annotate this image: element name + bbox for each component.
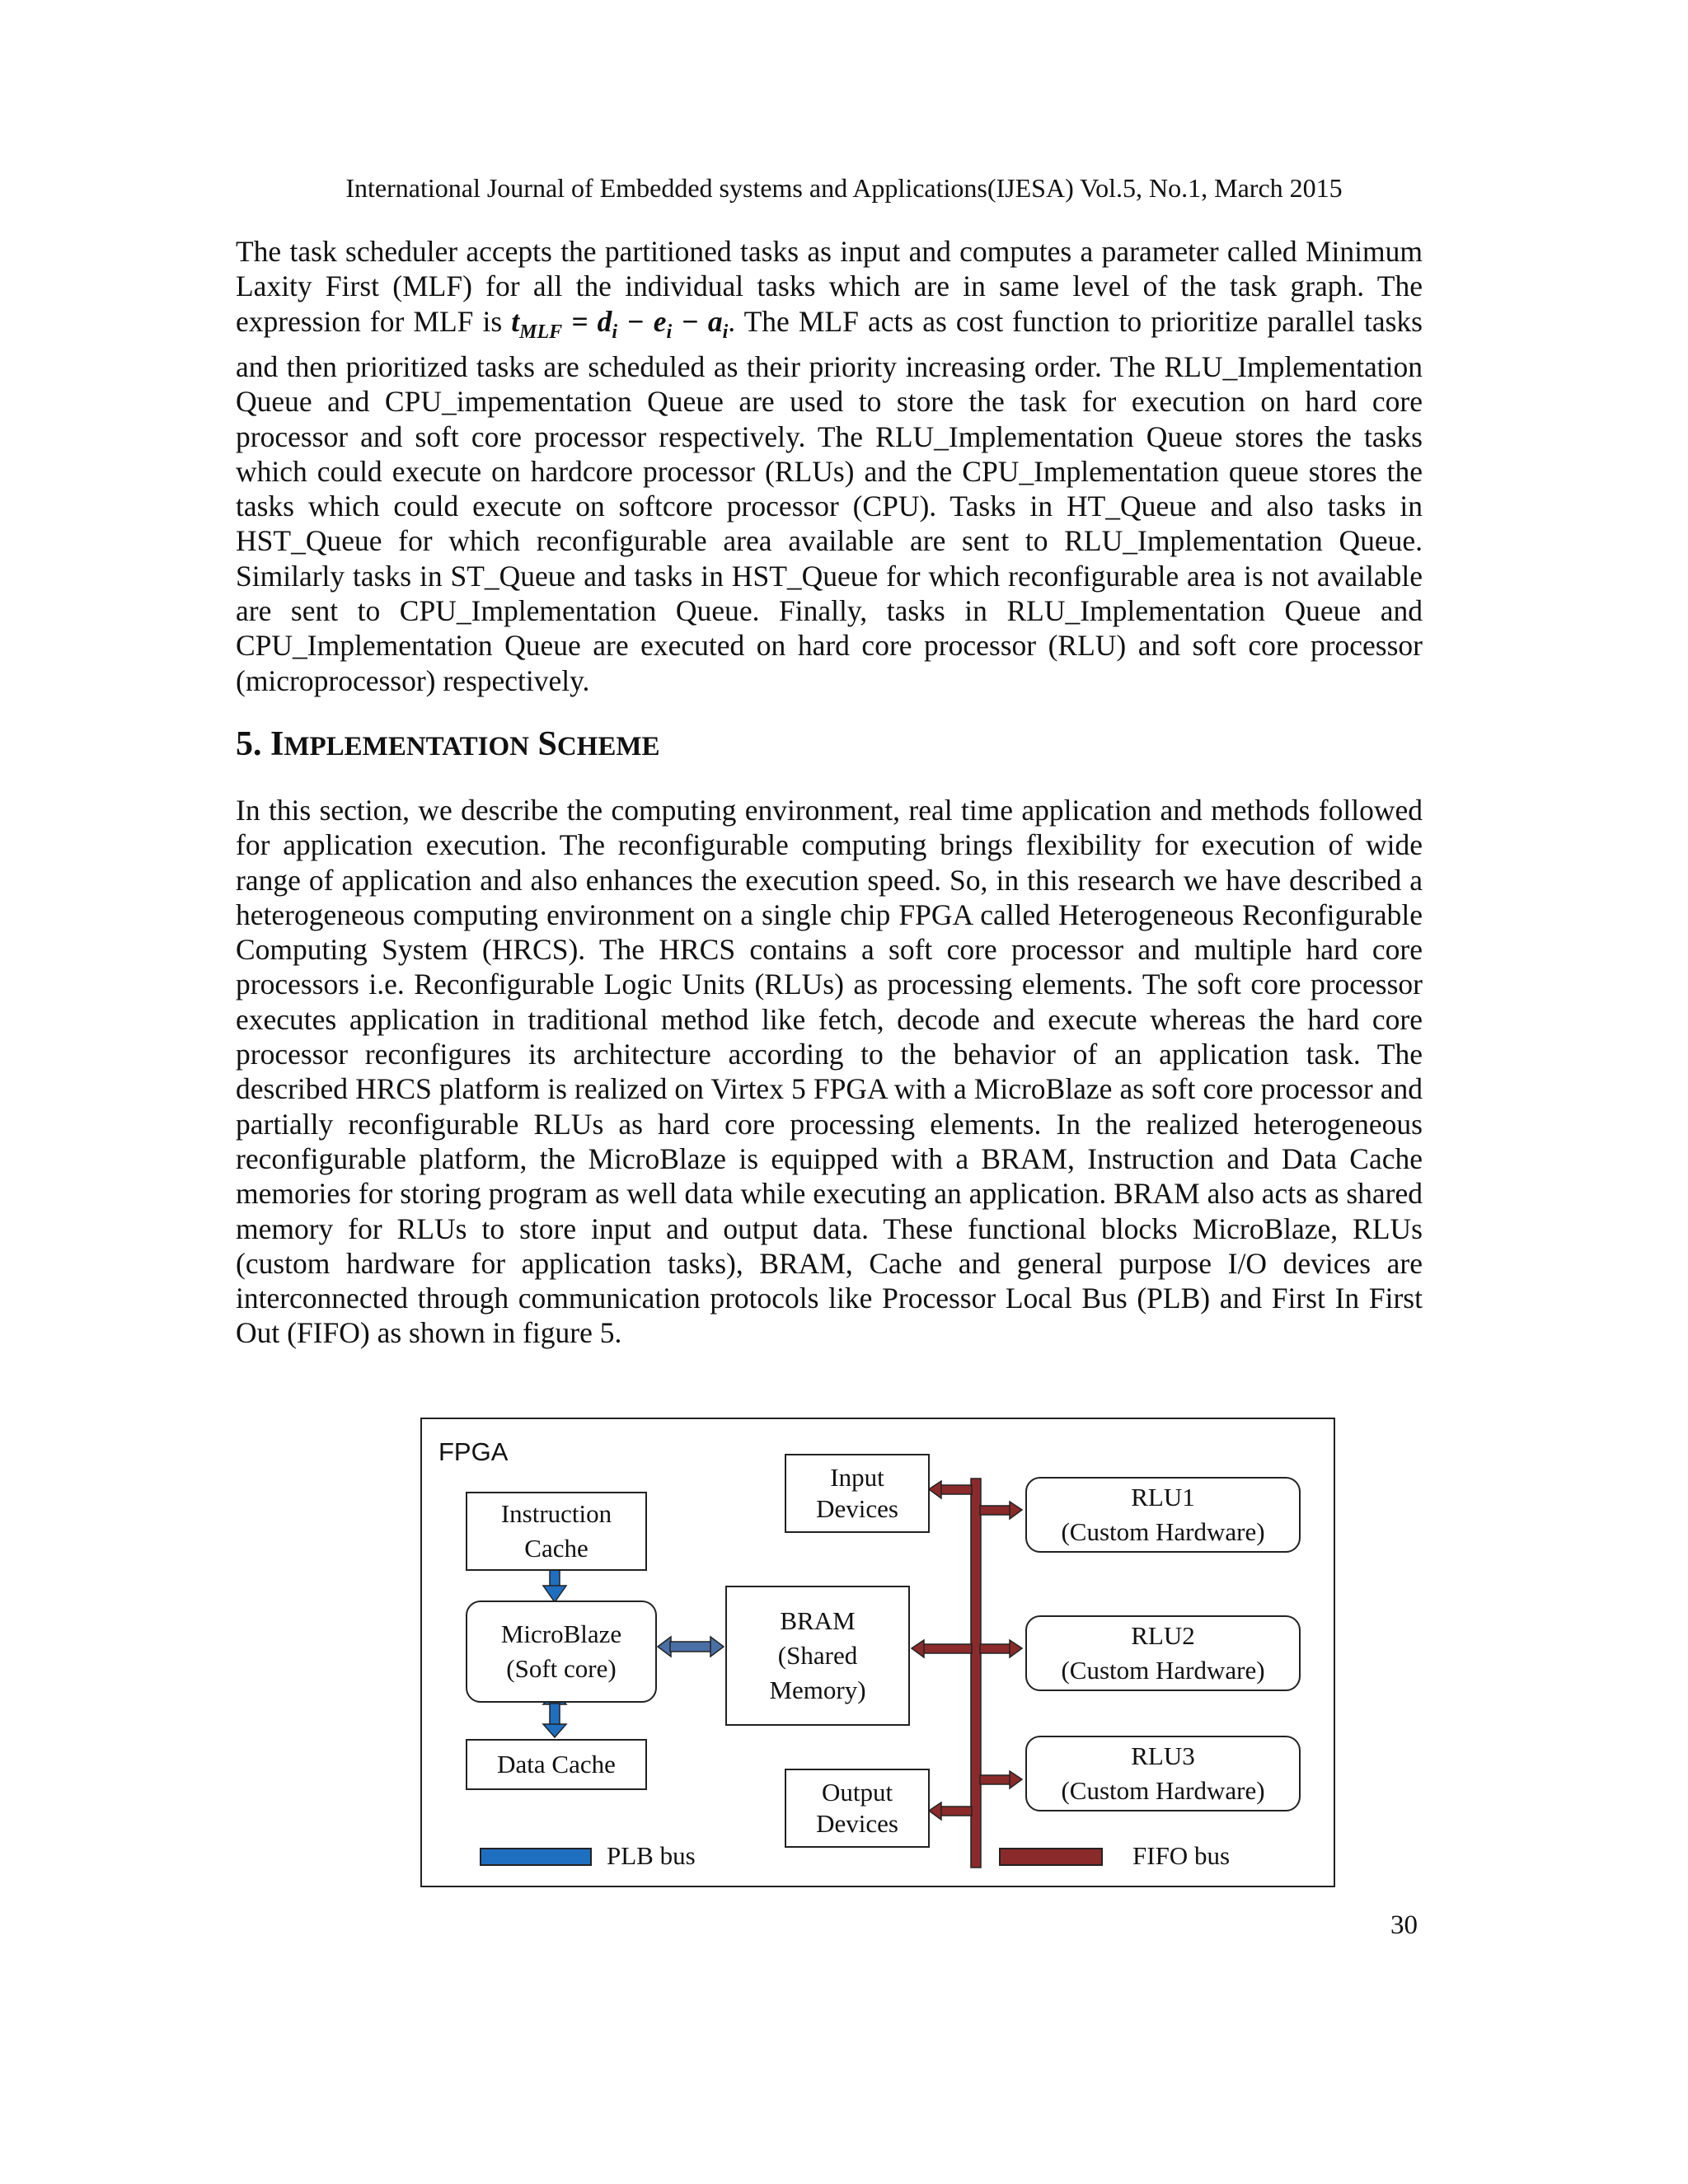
bram-block: BRAM (Shared Memory) (725, 1586, 910, 1726)
para1-text-before: The task scheduler accepts the partitioned tasks as input and computes a parameter called Minimum Laxity First (MLF) for all the individual tasks which are in same level of the task graph. The expression for MLF is (236, 235, 1423, 338)
output-devices-block: Output Devices (785, 1769, 930, 1848)
fifo-arrow-bram (912, 1640, 972, 1657)
paragraph-implementation: In this section, we describe the computing environment, real time application and methods followed for application execution. The reconfigurable computing brings flexibility for execution of wide range of application and also enhances the execution speed. So, in this research we have described a heterogeneous computing environment on a single chip FPGA called Heterogeneous Reconfigurable Computing System (HRCS). The HRCS contains a soft core processor and multiple hard core processors i.e. Reconfigurable Logic Units (RLUs) as processing elements. The soft core processor executes application in traditional method like fetch, decode and execute whereas the hard core processor reconfigures its architecture according to the behavior of an application task. The described HRCS platform is realized on Virtex 5 FPGA with a MicroBlaze as soft core processor and partially reconfigurable RLUs as hard core processing elements. In the realized heterogeneous reconfigurable platform, the MicroBlaze is equipped with a BRAM, Instruction and Data Cache memories for storing program as well data while executing an application. BRAM also acts as shared memory for RLUs to store input and output data. These functional blocks MicroBlaze, RLUs (custom hardware for application tasks), BRAM, Cache and general purpose I/O devices are interconnected through communication protocols like Processor Local Bus (PLB) and First In First Out (FIFO) as shown in figure 5. (236, 794, 1423, 1350)
plb-legend-label: PLB bus (607, 1841, 696, 1870)
microblaze-block: MicroBlaze (Soft core) (466, 1601, 657, 1703)
plb-legend-swatch (480, 1848, 592, 1866)
running-header: International Journal of Embedded systems and Applications(IJESA) Vol.5, No.1, March 2015 (345, 173, 1343, 203)
para1-text-after: . The MLF acts as cost function to prioritize parallel tasks and then prioritized tasks are scheduled as their priority increasing order. The RLU_Implementation Queue and CPU_impementation Queue are used to store the task for execution on hard core processor and soft core processor respectively. The RLU_Implementation Queue stores the tasks which could execute on hardcore processor (RLUs) and the CPU_Implementation queue stores the tasks which could execute on softcore processor (CPU). Tasks in HT_Queue and also tasks in HST_Queue for which reconfigurable area available are sent to RLU_Implementation Queue. Similarly tasks in ST_Queue and tasks in HST_Queue for which reconfigurable area is not available are sent to CPU_Implementation Queue. Finally, tasks in RLU_Implementation Queue and CPU_Implementation Queue are executed on hard core processor (RLU) and soft core processor (microprocessor) respectively. (236, 304, 1423, 697)
fifo-arrow-output (929, 1802, 972, 1820)
mlf-formula: $t_{MLF} = d_i - e_i - a_i$ (511, 304, 729, 343)
fpga-block-diagram (420, 1418, 1335, 1887)
paragraph-mlf (236, 234, 1423, 698)
fifo-arrow-input (929, 1481, 972, 1498)
rlu3-block: RLU3 (Custom Hardware) (1025, 1736, 1301, 1811)
fifo-arrow-rlu3 (980, 1771, 1022, 1788)
section-heading: 5. IMPLEMENTATION SCHEME (236, 725, 660, 763)
rlu1-block: RLU1 (Custom Hardware) (1025, 1477, 1301, 1553)
rlu2-block: RLU2 (Custom Hardware) (1025, 1615, 1301, 1691)
plb-arrow-icache-microblaze (543, 1569, 566, 1602)
fifo-legend-swatch (999, 1848, 1103, 1866)
plb-arrow-microblaze-bram (658, 1637, 724, 1657)
fifo-arrow-rlu1 (980, 1502, 1022, 1519)
page-number: 30 (1390, 1910, 1418, 1940)
instruction-cache-block: Instruction Cache (466, 1492, 647, 1571)
fifo-arrow-rlu2 (980, 1640, 1022, 1657)
data-cache-block: Data Cache (466, 1739, 647, 1790)
fpga-label: FPGA (438, 1437, 509, 1466)
fifo-bus-vertical (971, 1479, 981, 1868)
fifo-legend-label: FIFO bus (1132, 1841, 1231, 1870)
input-devices-block: Input Devices (785, 1454, 930, 1533)
